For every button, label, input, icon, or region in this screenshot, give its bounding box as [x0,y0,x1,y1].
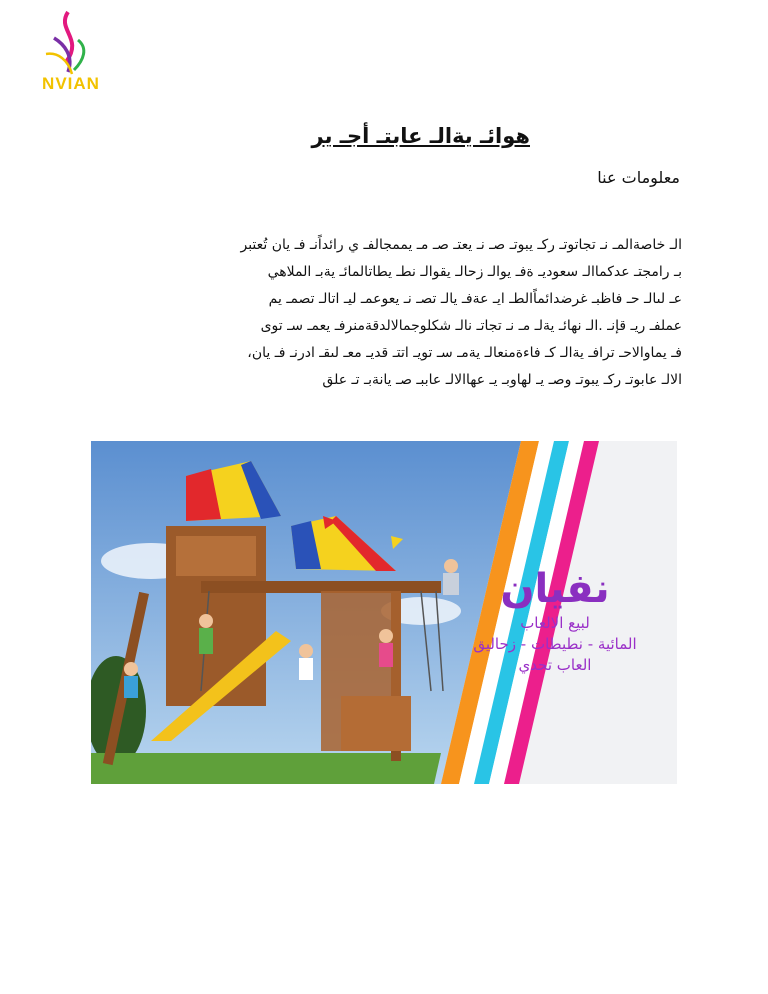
logo-text: NVIAN [42,74,100,93]
paragraph-line: الالـ عابوتـ ركـ يبوتـ وصـ يـ لهاوبـ يـ عهاالالـ عاببـ صـ يانةبـ تـ علق [322,372,682,388]
company-logo [38,10,104,110]
page-title: هوائـ يةالـ عابتـ أجـ ير [311,124,530,148]
brand-tagline-1: لبيع الالعاب [520,614,590,632]
about-paragraph [90,232,682,394]
logo-swirl-icon [38,10,104,80]
paragraph-line: عملفـ ريـ قإنـ .الـ نهائـ يةلـ مـ نـ تجاتـ نالـ شكلوجمالالدقةمنرفـ يعمـ سـ توى [260,318,682,334]
brand-name: نفيان [500,566,610,612]
paragraph-line: بـ رامجتـ عدكماالـ سعوديـ ةفـ يوالـ زحالـ يقوالـ نطـ يطاتالمائـ يةبـ الملاهي [267,264,682,280]
brand-tagline-2: المائية - نطيطات - زحاليق [473,635,637,653]
brand-tagline-3: العاب تحدي [518,656,592,674]
banner-brand-text [445,565,665,676]
paragraph-line: عـ لىالـ حـ فاظبـ غرضدائماًالطـ ايـ عةفـ يالـ تصـ نـ يعوعمـ ليـ اتالـ تصمـ يم [268,291,682,307]
paragraph-line: الـ خاصةالمـ نـ تجاتوتـ ركـ يبوتـ صـ نـ يعتـ صـ مـ يممجالفـ ي رائداًنـ فـ يان تُعتبر [240,237,682,253]
paragraph-line: فـ يماوالاحـ ترافـ يةالـ كـ فاءةمنعالـ يةمـ سـ تويـ اتتـ قديـ معـ لىقـ ادرنـ فـ يان، [247,345,682,361]
section-heading: معلومات عنا [597,168,680,187]
